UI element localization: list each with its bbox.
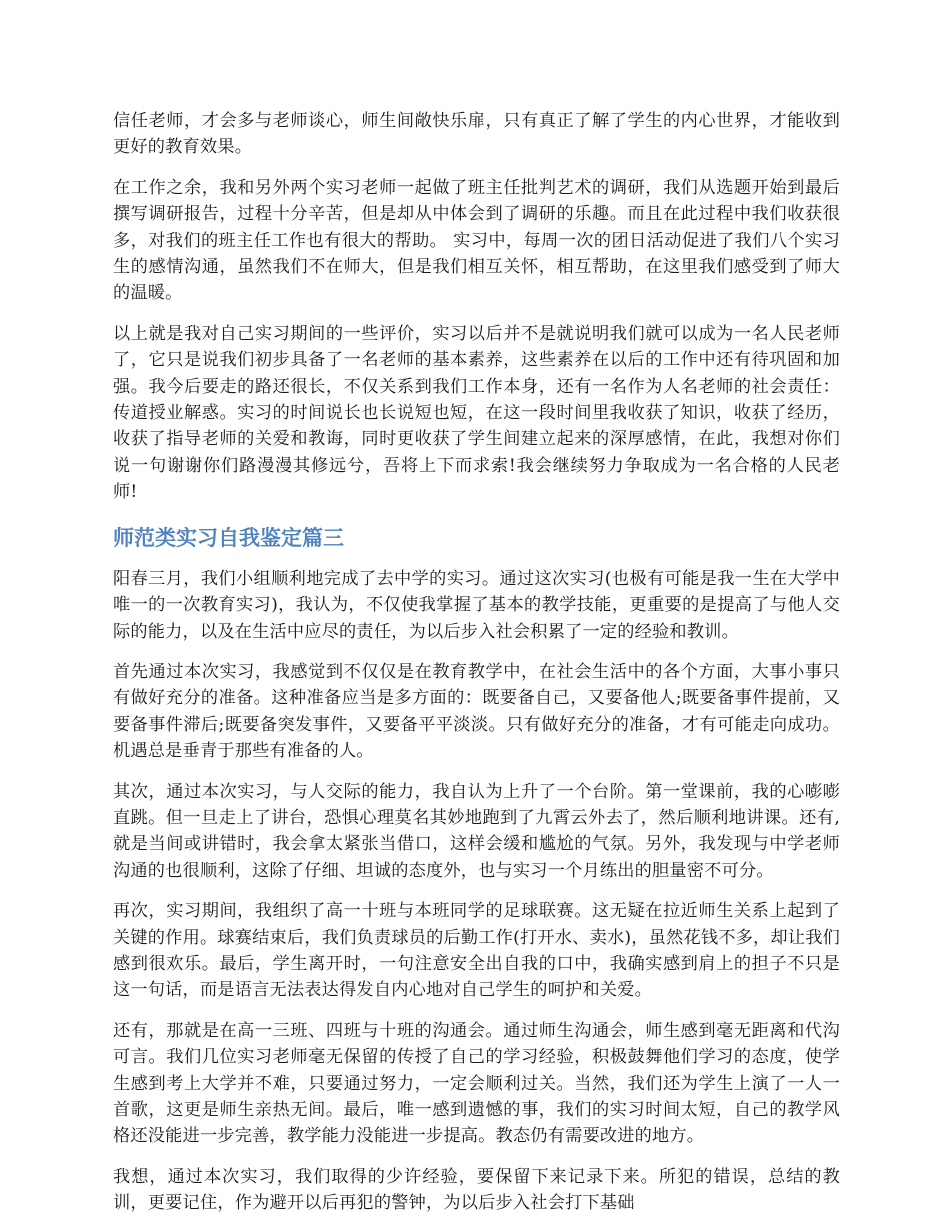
paragraph-9: 我想，通过本次实习，我们取得的少许经验，要保留下来记录下来。所犯的错误，总结的教训，更要记住，作为避开以后再犯的警钟，为以后步入社会打下基础 (113, 1166, 840, 1214)
paragraph-3: 以上就是我对自己实习期间的一些评价，实习以后并不是就说明我们就可以成为一名人民老师了，它只是说我们初步具备了一名老师的基本素养，这些素养在以后的工作中还有待巩固和加强。我今后要走的路还很长，不仅关系到我们工作本身，还有一名作为人名老师的社会责任：传道授业解惑。实习的时间说长也长说短也短，在这一段时间里我收获了知识，收获了经历，收获了指导老师的关爱和教诲，同时更收获了学生间建立起来的深厚感情，在此，我想对你们说一句谢谢你们路漫漫其修远兮，吾将上下而求索!我会继续努力争取成为一名合格的人民老师! (113, 323, 840, 503)
paragraph-5: 首先通过本次实习，我感觉到不仅仅是在教育教学中，在社会生活中的各个方面，大事小事只有做好充分的准备。这种准备应当是多方面的：既要备自己，又要备他人;既要备事件提前，又要备事件滞后;既要备突发事件，又要备平平淡淡。只有做好充分的准备，才有可能走向成功。机遇总是垂青于那些有准备的人。 (113, 661, 840, 762)
document-page (113, 108, 840, 1231)
section-heading: 师范类实习自我鉴定篇三 (113, 525, 344, 550)
paragraph-4: 阳春三月，我们小组顺利地完成了去中学的实习。通过这次实习(也极有可能是我一生在大学中唯一的一次教育实习)，我认为，不仅使我掌握了基本的教学技能，更重要的是提高了与他人交际的能力，以及在生活中应尽的责任，为以后步入社会积累了一定的经验和教训。 (113, 568, 840, 642)
paragraph-1: 信任老师，才会多与老师谈心，师生间敞快乐扉，只有真正了解了学生的内心世界，才能收到更好的教育效果。 (113, 111, 840, 158)
paragraph-2: 在工作之余，我和另外两个实习老师一起做了班主任批判艺术的调研，我们从选题开始到最后撰写调研报告，过程十分辛苦，但是却从中体会到了调研的乐趣。而且在此过程中我们收获很多，对我们的班主任工作也有很大的帮助。 实习中，每周一次的团日活动促进了我们八个实习生的感情沟通，虽然我们不在师大，但是我们相互关怀，相互帮助，在这里我们感受到了师大的温暖。 (113, 177, 840, 304)
paragraph-7: 再次，实习期间，我组织了高一十班与本班同学的足球联赛。这无疑在拉近师生关系上起到了关键的作用。球赛结束后，我们负责球员的后勤工作(打开水、卖水)，虽然花钱不多，却让我们感到很欢乐。最后，学生离开时，一句注意安全出自我的口中，我确实感到肩上的担子不只是这一句话，而是语言无法表达得发自内心地对自己学生的呵护和关爱。 (113, 901, 840, 1001)
paragraph-8: 还有，那就是在高一三班、四班与十班的沟通会。通过师生沟通会，师生感到毫无距离和代沟可言。我们几位实习老师毫无保留的传授了自己的学习经验，积极鼓舞他们学习的态度，使学生感到考上大学并不难，只要通过努力，一定会顺利过关。当然，我们还为学生上演了一人一首歌，这更是师生亲热无间。最后，唯一感到遗憾的事，我们的实习时间太短，自己的教学风格还没能进一步完善，教学能力没能进一步提高。教态仍有需要改进的地方。 (113, 1020, 840, 1147)
paragraph-6: 其次，通过本次实习，与人交际的能力，我自认为上升了一个台阶。第一堂课前，我的心嘭嘭直跳。但一旦走上了讲台，恐惧心理莫名其妙地跑到了九霄云外去了，然后顺利地讲课。还有,就是当间或讲错时，我会拿太紧张当借口，这样会缓和尴尬的气氛。另外，我发现与中学老师沟通的也很顺利，这除了仔细、坦诚的态度外，也与实习一个月练出的胆量密不可分。 (113, 781, 840, 881)
